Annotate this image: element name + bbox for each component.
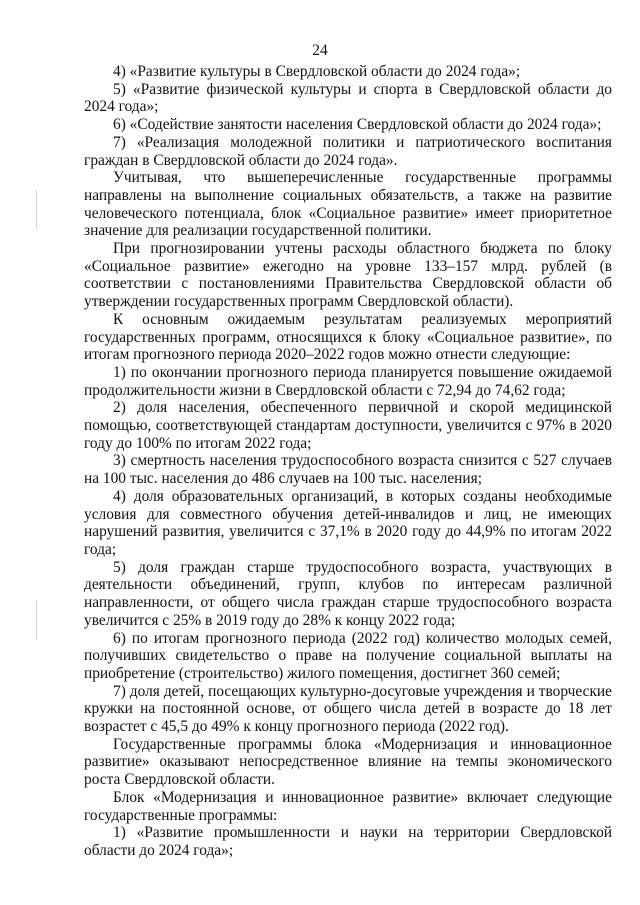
paragraph: 6) «Содействие занятости населения Свердловской области до 2024 года»; [113,116,602,134]
paragraph: Блок «Модернизация и инновационное развитие» включает следующие государственные программы: [84,788,612,824]
paragraph: Государственные программы блока «Модернизация и инновационное развитие» оказывают непосредственное влияние на темпы экономического роста Свердловской области. [84,735,612,789]
scan-margin-mark [36,600,37,640]
paragraph: 4) доля образовательных организаций, в которых созданы необходимые условия для совместного обучения детей-инвалидов и лиц, не имеющих нарушений развития, увеличится с 37,1% в 2020 году до 44,9% по итогам 2022 года; [84,487,612,558]
paragraph: 2) доля населения, обеспеченного первичной и скорой медицинской помощью, соответствующей стандартам доступности, увеличится с 97% в 2020 году до 100% по итогам 2022 года; [84,399,612,452]
paragraph: 5) доля граждан старше трудоспособного возраста, участвующих в деятельности объединений, групп, клубов по интересам различной направленности, от общего числа граждан старше трудоспособного возраста увеличится с 25% в 2019 году до 28% к концу 2022 года; [84,558,612,629]
page-number: 24 [312,42,328,59]
paragraph: 7) «Реализация молодежной политики и патриотического воспитания граждан в Свердловской области до 2024 года». [84,133,612,169]
paragraph: 1) «Развитие промышленности и науки на территории Свердловской области до 2024 года»; [84,824,612,859]
body-text [84,63,612,860]
paragraph: 6) по итогам прогнозного периода (2022 год) количество молодых семей, получивших свидетельство о праве на получение социальной выплаты на приобретение (строительство) жилого помещения, достигнет 360 семей; [84,629,612,682]
paragraph: 4) «Развитие культуры в Свердловской области до 2024 года»; [113,63,521,80]
paragraph: 7) доля детей, посещающих культурно-досуговые учреждения и творческие кружки на постоянной основе, от общего числа детей в возрасте до 18 лет возрастет с 45,5 до 49% к концу прогнозного периода (2022 год). [84,682,612,736]
paragraph: 1) по окончании прогнозного периода планируется повышение ожидаемой продолжительности жизни в Свердловской области с 72,94 до 74,62 года; [84,363,612,399]
scan-margin-mark [36,190,37,230]
paragraph: Учитывая, что вышеперечисленные государственные программы направлены на выполнение социальных обязательств, а также на развитие человеческого потенциала, блок «Социальное развитие» имеет приоритетное значение для реализации государственной политики. [84,169,612,240]
paragraph: К основным ожидаемым результатам реализуемых мероприятий государственных программ, относящихся к блоку «Социальное развитие», по итогам прогнозного периода 2020–2022 годов можно отнести следующие: [84,310,612,364]
paragraph: 5) «Развитие физической культуры и спорта в Свердловской области до 2024 года»; [84,80,612,116]
paragraph: 3) смертность населения трудоспособного возраста снизится с 527 случаев на 100 тыс. населения до 486 случаев на 100 тыс. населения; [84,452,612,488]
paragraph: При прогнозировании учтены расходы областного бюджета по блоку «Социальное развитие» ежегодно на уровне 133–157 млрд. рублей (в соответствии с постановлениями Правительства Свердловской области об утверждении государственных программ Свердловской области). [84,240,612,311]
